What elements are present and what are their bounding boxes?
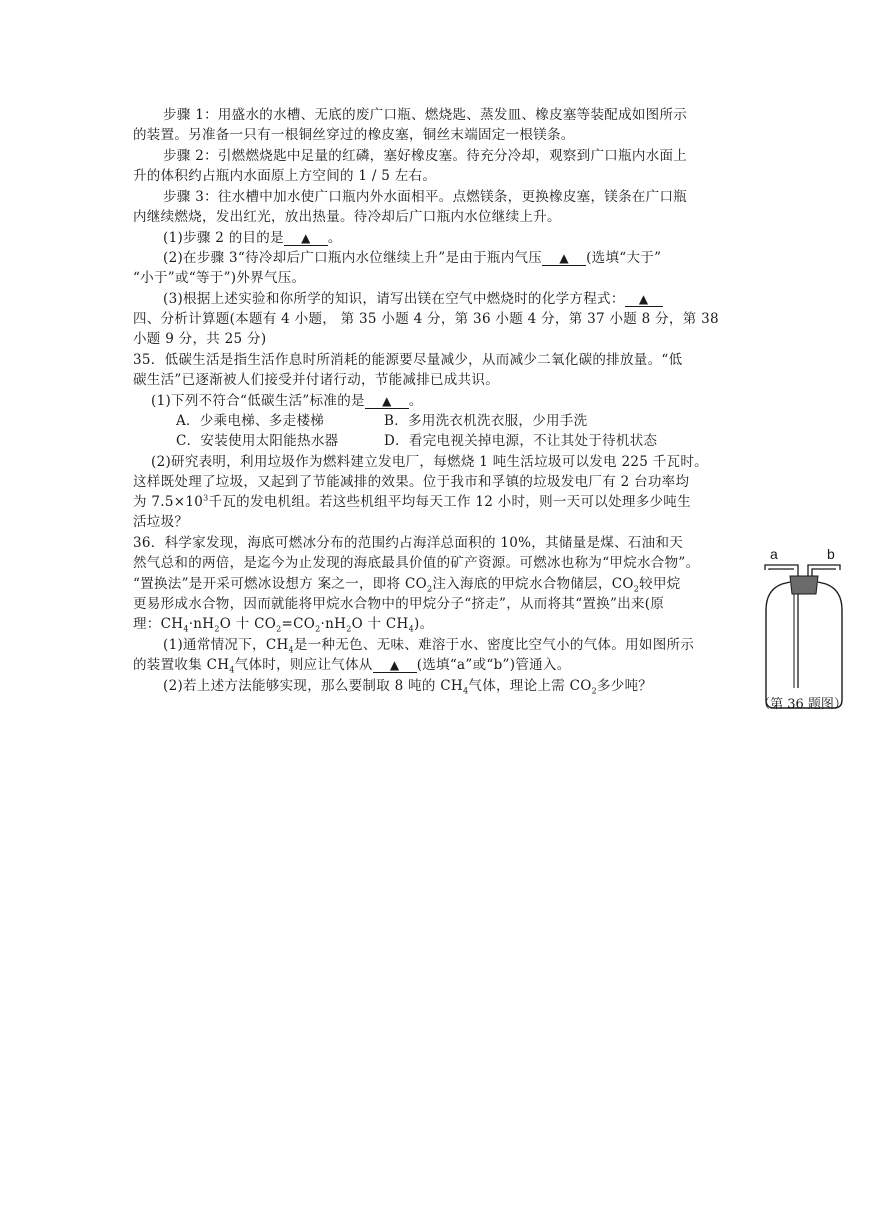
q36-line5: 理：$CH_4\cdot nH_2O$ 十 $CO_2=CO_2\cdot nH_2O$ 十 $CH_4$)。: [133, 616, 434, 634]
q35-sub1: (1)下列不符合“低碳生活”标准的是 ▲ 。: [151, 393, 423, 409]
q35-line1: 35．低碳生活是指生活作息时所消耗的能源要尽量减少，从而减少二氧化碳的排放量。“低: [133, 352, 683, 368]
q36-line2: 然气总和的两倍，是迄今为止发现的海底最具价值的矿产资源。可燃冰也称为“甲烷水合物”。: [133, 555, 700, 571]
step1-line1: 步骤 1：用盛水的水槽、无底的废广口瓶、燃烧匙、蒸发皿、橡皮塞等装配成如图所示: [163, 107, 688, 123]
option-c[interactable]: C．安装使用太阳能热水器: [176, 433, 339, 449]
section-4-heading-line2: 小题 9 分，共 25 分): [133, 331, 267, 347]
question-2-line2: “小于”或“等于”)外界气压。: [133, 270, 306, 286]
q36-line3: “置换法”是开采可燃冰设想方 案之一，即将 $CO_2$注入海底的甲烷水合物储层，$CO_2$较甲烷: [133, 576, 681, 594]
option-d[interactable]: D．看完电视关掉电源，不让其处于待机状态: [384, 433, 658, 449]
answer-blank-q3[interactable]: ▲: [625, 292, 663, 307]
answer-blank-q2[interactable]: ▲: [542, 251, 586, 266]
rubber-stopper: [790, 576, 818, 594]
answer-blank-q1[interactable]: ▲: [284, 231, 328, 246]
q36-line1: 36．科学家发现，海底可燃冰分布的范围约占海洋总面积的 10%，其储量是煤、石油和天: [133, 535, 684, 551]
q35-sub2-line3: 为 $7.5\times 10^3$千瓦的发电机组。若这些机组平均每天工作 12 小时，则一天可以处理多少吨生: [133, 493, 691, 510]
question-3: (3)根据上述实验和你所学的知识，请写出镁在空气中燃烧时的化学方程式： ▲: [163, 289, 739, 309]
q36-sub2: (2)若上述方法能够实现，那么要制取 8 吨的 $CH_4$气体，理论上需 $CO_2$多少吨？: [163, 678, 653, 696]
q35-sub2-line1: (2)研究表明，利用垃圾作为燃料建立发电厂，每燃烧 1 吨生活垃圾可以发电 225 千瓦时。: [151, 454, 708, 470]
answer-blank-q36[interactable]: ▲: [373, 658, 417, 673]
option-a[interactable]: A．少乘电梯、多走楼梯: [176, 413, 325, 429]
tube-b-label: b: [827, 548, 835, 562]
section-4-heading: 四、分析计算题(本题有 4 小题， 第 35 小题 4 分，第 36 小题 4 分，第 37 小题 8 分，第 38: [133, 311, 719, 327]
step3-line2: 内继续燃烧，发出红光，放出热量。待冷却后广口瓶内水位继续上升。: [133, 209, 561, 225]
q36-sub1-line1: (1)通常情况下，$CH_4$是一种无色、无味、难溶于水、密度比空气小的气体。用如图所示: [163, 637, 695, 655]
q35-options-ab: [176, 411, 782, 431]
step3-line1: 步骤 3：往水槽中加水使广口瓶内外水面相平。点燃镁条，更换橡皮塞，镁条在广口瓶: [163, 189, 688, 205]
question-1: (1)步骤 2 的目的是 ▲ 。: [163, 230, 342, 246]
figure-caption: （第 36 题图）: [757, 697, 847, 712]
step2-line2: 升的体积约占瓶内水面原上方空间的 1 / 5 左右。: [133, 168, 437, 184]
q36-line4: 更易形成水合物，因而就能将甲烷水合物中的甲烷分子“挤走”，从而将其“置换”出来(原: [133, 596, 665, 612]
q36-sub1-line2: 的装置收集 $CH_4$气体时，则应让气体从 ▲ (选填“a”或“b”)管通入。: [133, 657, 571, 675]
step2-line1: 步骤 2：引燃燃烧匙中足量的红磷，塞好橡皮塞。待充分冷却，观察到广口瓶内水面上: [163, 148, 688, 164]
tube-a-label: a: [770, 548, 778, 562]
gas-bottle-body: [766, 582, 842, 708]
option-b[interactable]: B．多用洗衣机洗衣服，少用手洗: [384, 413, 588, 429]
step1-line2: 的装置。另准备一只有一根铜丝穿过的橡皮塞，铜丝末端固定一根镁条。: [133, 127, 575, 143]
q35-sub2-line2: 这样既处理了垃圾，又起到了节能减排的效果。位于我市和孚镇的垃圾发电厂有 2 台功率均: [133, 474, 690, 490]
answer-blank-q35[interactable]: ▲: [365, 394, 409, 409]
question-2: (2)在步骤 3“待冷却后广口瓶内水位继续上升”是由于瓶内气压 ▲ (选填“大于”: [163, 250, 662, 266]
q35-options-cd: [176, 431, 782, 451]
q35-line2: 碳生活”已逐渐被人们接受并付诸行动，节能减排已成共识。: [133, 372, 500, 388]
q35-sub2-line4: 活垃圾？: [133, 514, 189, 530]
